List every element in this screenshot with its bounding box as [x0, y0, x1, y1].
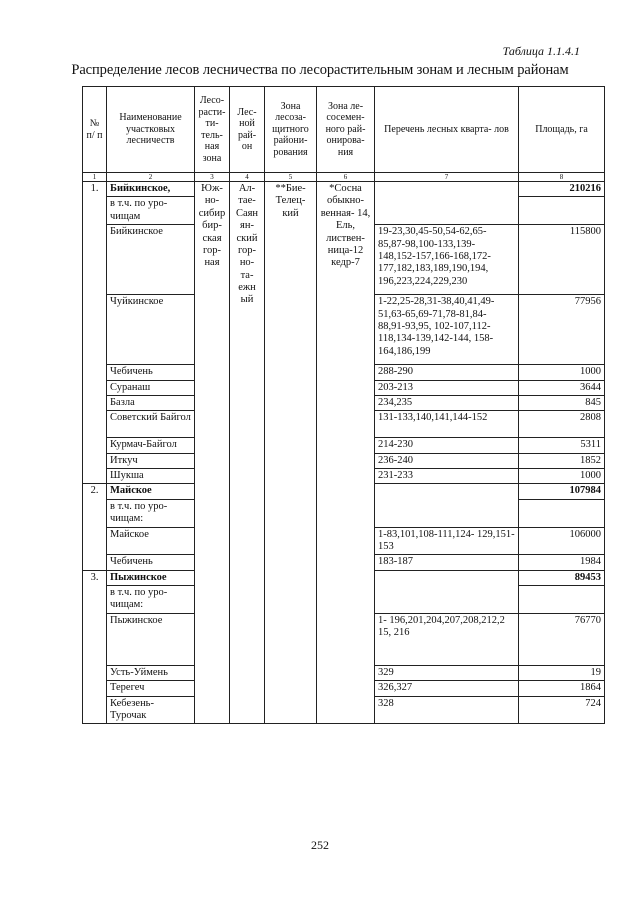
area-cell: 5311 — [519, 438, 605, 453]
quarters-cell: 1-22,25-28,31-38,40,41,49- 51,63-65,69-71,78-81,84- 88,91-93,95, 102-107,112- 118,134-139,142-144, 158- 164,186,199 — [375, 295, 519, 365]
incl-label: в т.ч. по уро- чищам: — [107, 586, 195, 614]
quarters-cell: 214-230 — [375, 438, 519, 453]
header-seed-zone: Зона ле- сосемен- ного рай- онирова- ния — [317, 87, 375, 173]
row-number: 2. — [83, 484, 107, 570]
area-cell — [519, 499, 605, 527]
quarters-cell: 1-83,101,108-111,124- 129,151-153 — [375, 527, 519, 555]
quarters-cell: 1- 196,201,204,207,208,212,2 15, 216 — [375, 613, 519, 665]
tract-name: Майское — [107, 527, 195, 555]
tract-name: Кебезень- Турочак — [107, 696, 195, 724]
quarters-cell: 329 — [375, 665, 519, 680]
quarters-cell: 236-240 — [375, 453, 519, 468]
area-cell: 1852 — [519, 453, 605, 468]
forestry-total-name: Пыжинское — [107, 570, 195, 585]
col-number: 3 — [195, 173, 230, 182]
col-number: 1 — [83, 173, 107, 182]
tract-name: Суранаш — [107, 380, 195, 395]
forestry-total-name: Бийкинское, — [107, 182, 195, 197]
forest-distribution-table — [82, 86, 605, 724]
col-number: 6 — [317, 173, 375, 182]
col-number: 5 — [265, 173, 317, 182]
area-cell: 115800 — [519, 225, 605, 295]
tract-name: Усть-Уймень — [107, 665, 195, 680]
forestry-total-area: 107984 — [519, 484, 605, 499]
tract-name: Терегеч — [107, 681, 195, 696]
quarters-cell: 231-233 — [375, 469, 519, 484]
seed-zone-cell: *Сосна обыкно- венная- 14, Ель, листвен- ница-12 кедр-7 — [317, 182, 375, 724]
col-number: 8 — [519, 173, 605, 182]
quarters-cell: 19-23,30,45-50,54-62,65- 85,87-98,100-133,139- 148,152-157,166-168,172- 177,182,183,189,190,194, 196,223,224,229,230 — [375, 225, 519, 295]
forestry-total-name: Майское — [107, 484, 195, 499]
quarters-cell — [375, 484, 519, 527]
area-cell: 1984 — [519, 555, 605, 570]
tract-name: Бийкинское — [107, 225, 195, 295]
tract-name: Чуйкинское — [107, 295, 195, 365]
page-number: 252 — [311, 838, 329, 852]
tract-name: Базла — [107, 395, 195, 410]
area-cell — [519, 586, 605, 614]
row-number: 1. — [83, 182, 107, 484]
col-number: 4 — [230, 173, 265, 182]
quarters-cell: 203-213 — [375, 380, 519, 395]
forestry-total-area: 89453 — [519, 570, 605, 585]
quarters-cell — [375, 570, 519, 613]
area-cell: 1864 — [519, 681, 605, 696]
area-cell: 1000 — [519, 365, 605, 380]
vegetation-zone-cell: Юж- но- сибир бир- ская гор- ная — [195, 182, 230, 724]
col-number: 2 — [107, 173, 195, 182]
quarters-cell: 234,235 — [375, 395, 519, 410]
incl-label: в т.ч. по уро- чищам: — [107, 499, 195, 527]
tract-name: Шукша — [107, 469, 195, 484]
header-protect-zone: Зона лесоза- щитного райони- рования — [265, 87, 317, 173]
area-cell: 3644 — [519, 380, 605, 395]
area-cell: 2808 — [519, 411, 605, 438]
tract-name: Чебичень — [107, 555, 195, 570]
area-cell: 77956 — [519, 295, 605, 365]
header-zone: Лесо- расти- ти- тель- ная зона — [195, 87, 230, 173]
header-num: № п/ п — [83, 87, 107, 173]
tract-name: Пыжинское — [107, 613, 195, 665]
header-quarters: Перечень лесных кварта- лов — [375, 87, 519, 173]
quarters-cell — [375, 182, 519, 225]
area-cell: 845 — [519, 395, 605, 410]
tract-name: Курмач-Байгол — [107, 438, 195, 453]
tract-name: Иткуч — [107, 453, 195, 468]
header-name: Наименование участковых лесничеств — [107, 87, 195, 173]
area-cell: 1000 — [519, 469, 605, 484]
header-region: Лес- ной рай- он — [230, 87, 265, 173]
col-number: 7 — [375, 173, 519, 182]
area-cell: 106000 — [519, 527, 605, 555]
area-cell: 724 — [519, 696, 605, 724]
quarters-cell: 328 — [375, 696, 519, 724]
forestry-total-area: 210216 — [519, 182, 605, 197]
quarters-cell: 288-290 — [375, 365, 519, 380]
forest-region-cell: Ал- тае- Саян ян- ский гор- но- та- ежн ый — [230, 182, 265, 724]
header-area: Площадь, га — [519, 87, 605, 173]
area-cell: 19 — [519, 665, 605, 680]
quarters-cell: 131-133,140,141,144-152 — [375, 411, 519, 438]
quarters-cell: 183-187 — [375, 555, 519, 570]
protective-zone-cell: **Бие- Телец- кий — [265, 182, 317, 724]
table-title: Распределение лесов лесничества по лесорастительным зонам и лесным районам — [71, 62, 569, 78]
quarters-cell: 326,327 — [375, 681, 519, 696]
tract-name: Советский Байгол — [107, 411, 195, 438]
row-number: 3. — [83, 570, 107, 724]
table-caption: Таблица 1.1.4.1 — [502, 44, 580, 58]
tract-name: Чебичень — [107, 365, 195, 380]
incl-label: в т.ч. по уро- чищам — [107, 197, 195, 225]
area-cell: 76770 — [519, 613, 605, 665]
area-cell — [519, 197, 605, 225]
